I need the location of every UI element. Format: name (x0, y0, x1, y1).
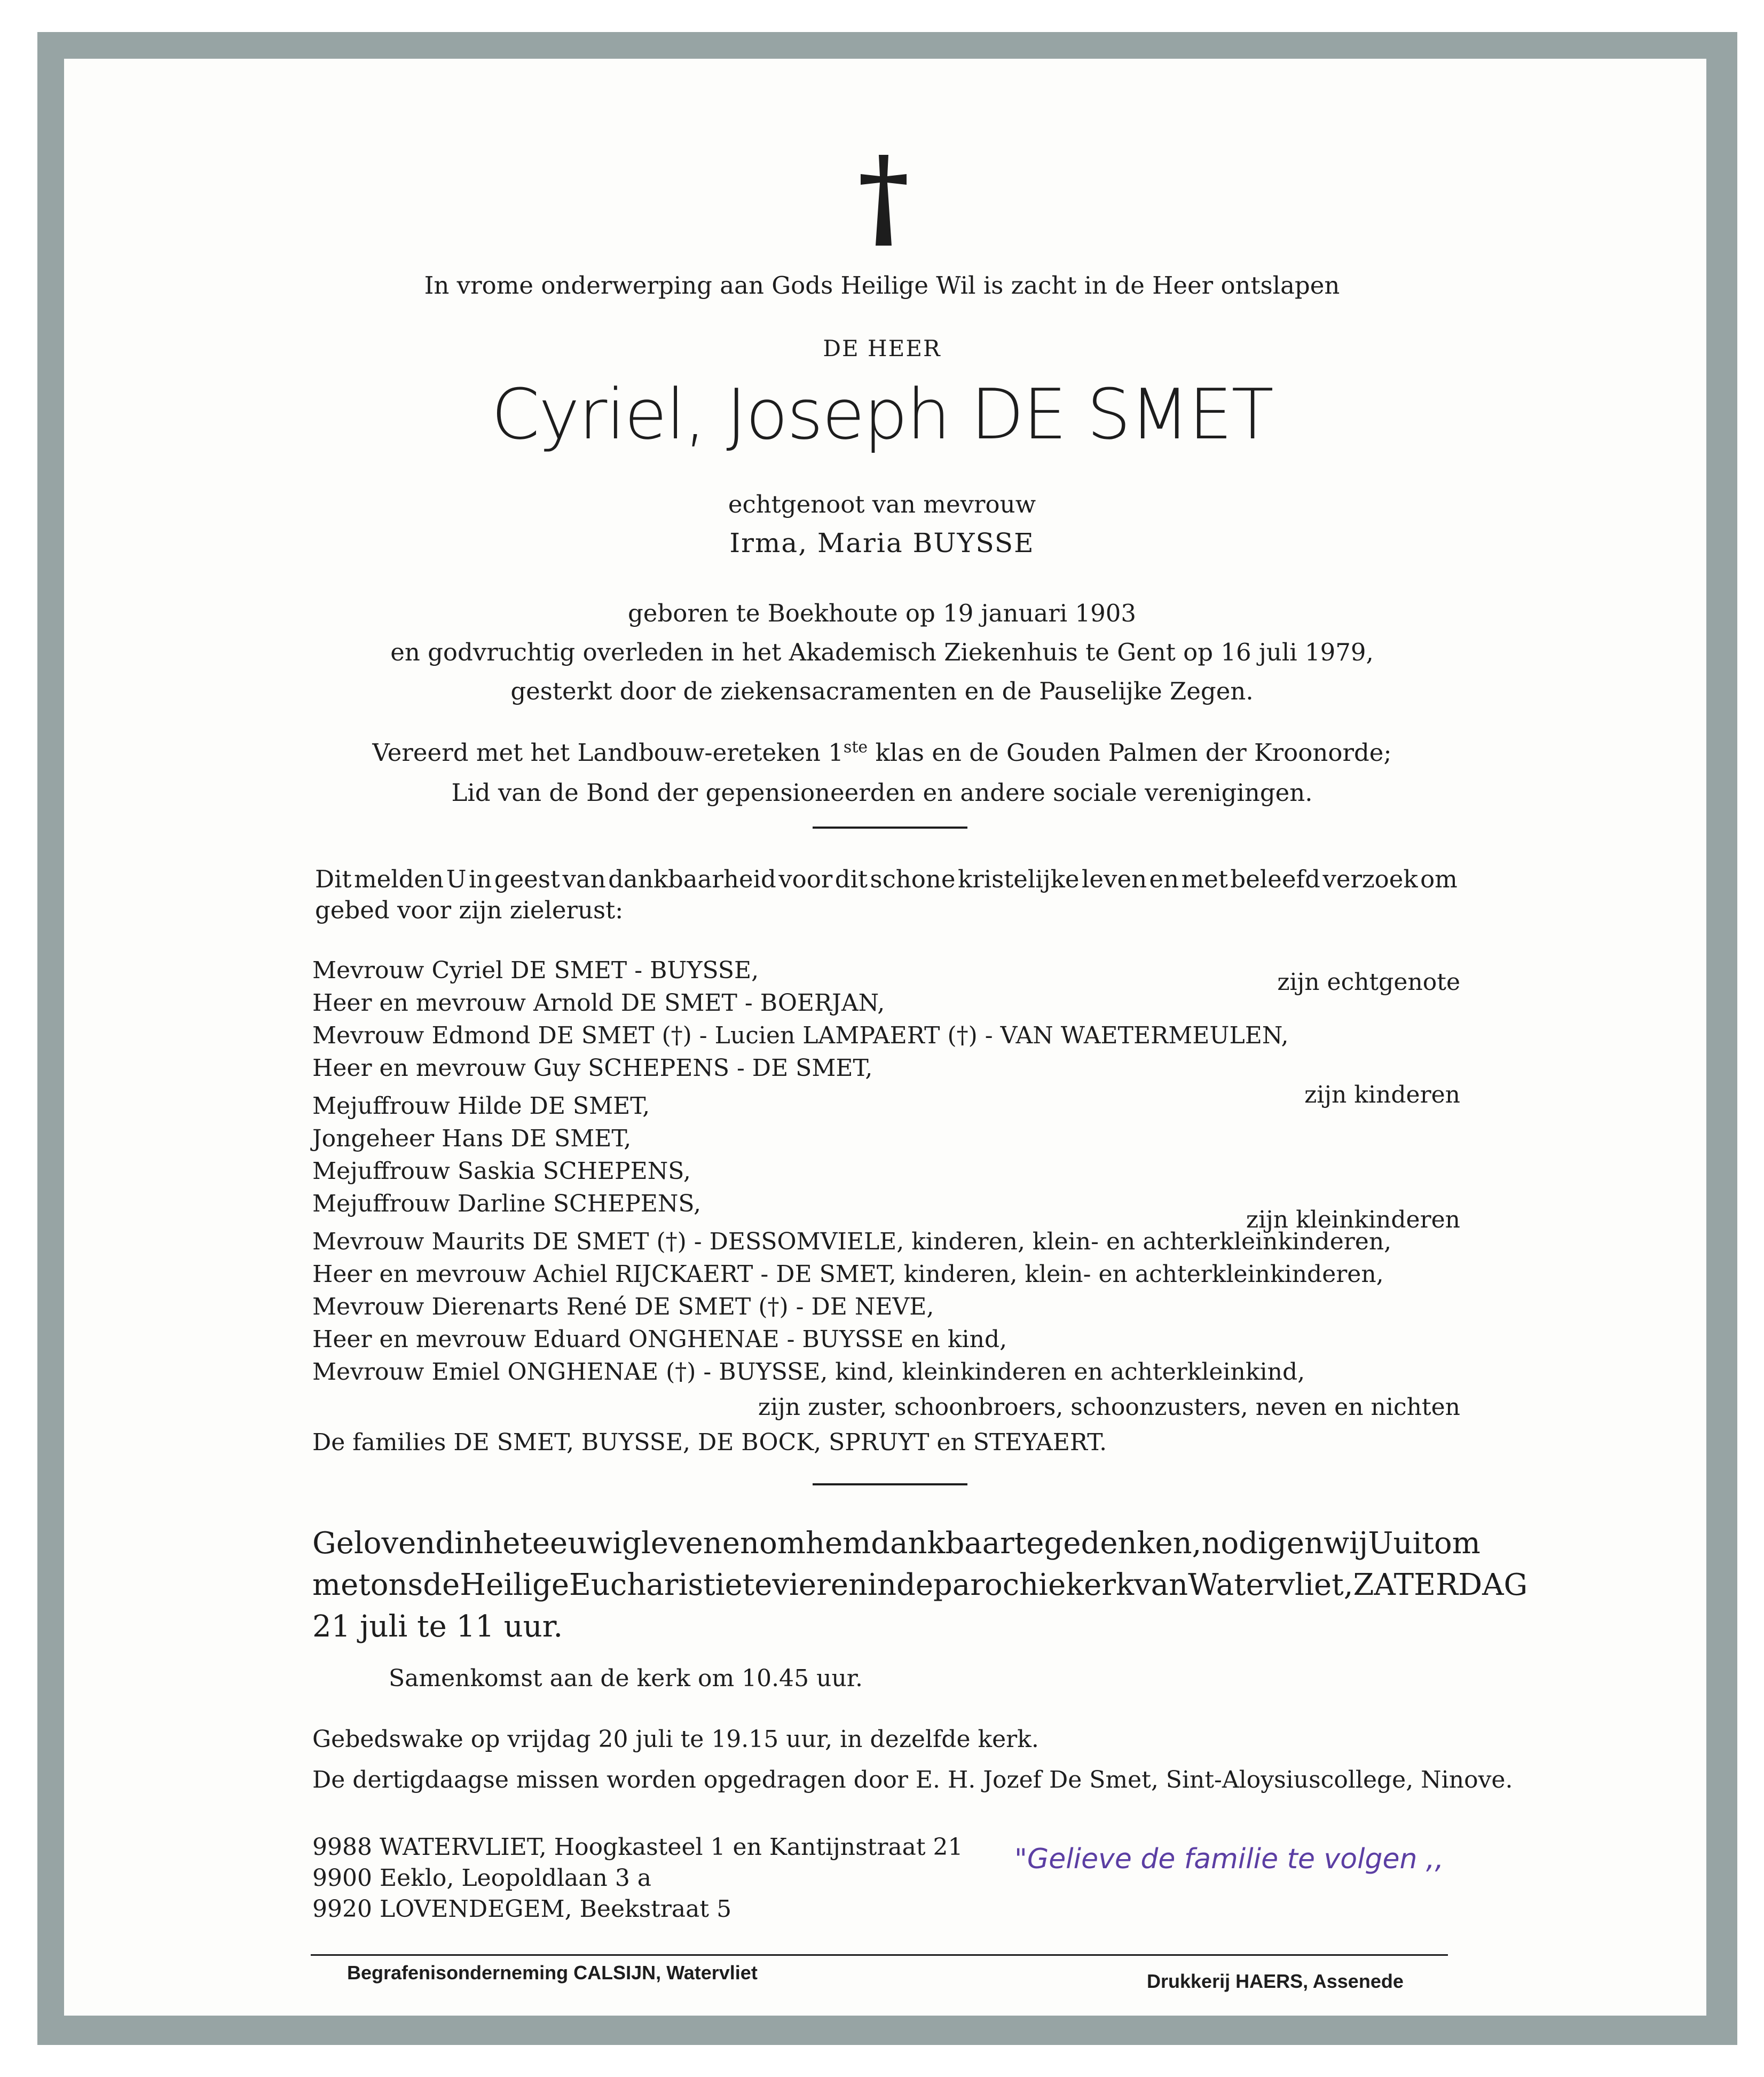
word: geest (494, 865, 560, 893)
word: uit (1393, 1526, 1434, 1561)
divider-2 (813, 1483, 967, 1485)
footer-rule (311, 1954, 1448, 1956)
family-name: Mevrouw Maurits DE SMET (†) - DESSOMVIELE, kinderen, klein- en achterkleinkinderen, (312, 1228, 1392, 1255)
honors-text-a: Vereerd met het Landbouw-ereteken 1 (372, 738, 844, 767)
word: te (1014, 1526, 1044, 1561)
word: dit (834, 865, 868, 893)
word: dankbaar (871, 1526, 1014, 1561)
word: in (868, 1568, 897, 1602)
family-name: Jongeheer Hans DE SMET, (312, 1125, 632, 1152)
family-row (312, 1429, 1460, 1456)
honors-text-b: klas en de Gouden Palmen der Kroonorde; (868, 738, 1392, 767)
announcement-line-1 (315, 864, 1458, 895)
word: in (454, 1526, 484, 1561)
word: voor (778, 865, 833, 893)
family-name: Mevrouw Dierenarts René DE SMET (†) - DE NEVE, (312, 1293, 934, 1320)
address-watervliet: 9988 WATERVLIET, Hoogkasteel 1 en Kantijnstraat 21 (312, 1834, 963, 1861)
vigil-note: Gebedswake op vrijdag 20 juli te 19.15 uur, in dezelfde kerk. (312, 1726, 1039, 1753)
word: om (1420, 865, 1458, 893)
word: leven (641, 1526, 722, 1561)
word: hem (805, 1526, 871, 1561)
printer-credit: Drukkerij HAERS, Assenede (1147, 1970, 1404, 1992)
family-relation: zijn kinderen (1304, 1081, 1460, 1108)
family-name: Heer en mevrouw Eduard ONGHENAE - BUYSSE en kind, (312, 1326, 1007, 1353)
family-row (312, 1022, 1460, 1049)
meeting-time: Samenkomst aan de kerk om 10.45 uur. (389, 1665, 863, 1692)
family-name: Mevrouw Cyriel DE SMET - BUYSSE, (312, 957, 759, 984)
word: van (562, 865, 606, 893)
deceased-name: Cyriel, Joseph DE SMET (491, 374, 1273, 455)
family-name: Heer en mevrouw Guy SCHEPENS - DE SMET, (312, 1055, 873, 1082)
word: Watervliet, (1188, 1568, 1353, 1602)
family-row (312, 1190, 1460, 1233)
word: U (1368, 1526, 1393, 1561)
word: van (1134, 1568, 1188, 1602)
birth-line: geboren te Boekhoute op 19 januari 1903 (628, 599, 1136, 627)
word: Heilige (460, 1568, 569, 1602)
family-row (312, 1293, 1460, 1320)
honors-sup: ste (843, 738, 868, 757)
family-row (312, 1092, 1460, 1120)
family-name: Mejuffrouw Saskia SCHEPENS, (312, 1158, 691, 1185)
word: gedenken, (1044, 1526, 1202, 1561)
family-name: Heer en mevrouw Arnold DE SMET - BOERJAN, (312, 989, 885, 1017)
word: en (1149, 865, 1179, 893)
family-name: De families DE SMET, BUYSSE, DE BOCK, SPRUYT en STEYAERT. (312, 1429, 1107, 1456)
word: Eucharistie (569, 1568, 743, 1602)
word: ons (370, 1568, 423, 1602)
word: om (759, 1526, 806, 1561)
title-prefix: DE HEER (823, 335, 941, 361)
sacraments-line: gesterkt door de ziekensacramenten en de Pauselijke Zegen. (510, 677, 1254, 705)
family-row (312, 1261, 1460, 1288)
word: schone (870, 865, 956, 893)
word: te (742, 1568, 773, 1602)
spouse-name: Irma, Maria BUYSSE (729, 528, 1035, 558)
word: de (896, 1568, 934, 1602)
word: Gelovend (312, 1526, 455, 1561)
death-line: en godvruchtig overleden in het Akademisch Ziekenhuis te Gent op 16 juli 1979, (390, 638, 1374, 666)
word: in (468, 865, 492, 893)
family-relation: zijn zuster, schoonbroers, schoonzusters, neven en nichten (758, 1394, 1460, 1421)
family-name: Mejuffrouw Darline SCHEPENS, (312, 1190, 701, 1217)
word: wij (1324, 1526, 1368, 1561)
family-row (312, 989, 1460, 1017)
masses-note: De dertigdaagse missen worden opgedragen door E. H. Jozef De Smet, Sint-Aloysiuscollege, Ninove. (312, 1766, 1513, 1793)
word: om (1434, 1526, 1480, 1561)
family-row (312, 1326, 1460, 1353)
word: melden (354, 865, 444, 893)
word: eeuwig (532, 1526, 641, 1561)
announcement-line-2: gebed voor zijn zielerust: (315, 896, 624, 924)
invitation-line-1 (312, 1523, 1480, 1564)
word: vieren (772, 1568, 868, 1602)
word: het (483, 1526, 532, 1561)
family-row (312, 1125, 1460, 1152)
family-relation: zijn echtgenote (1277, 969, 1460, 996)
invitation-line-2 (312, 1564, 1528, 1606)
word: U (446, 865, 467, 893)
family-name: Mevrouw Edmond DE SMET (†) - Lucien LAMPAERT (†) - VAN WAETERMEULEN, (312, 1022, 1289, 1049)
word: kristelijke (957, 865, 1080, 893)
word: verzoek (1322, 865, 1418, 893)
divider-1 (813, 827, 967, 829)
word: leven (1082, 865, 1147, 893)
word: dankbaarheid (608, 865, 776, 893)
family-name: Mejuffrouw Hilde DE SMET, (312, 1092, 650, 1120)
word: en (722, 1526, 760, 1561)
family-name: Heer en mevrouw Achiel RIJCKAERT - DE SMET, kinderen, klein- en achterkleinkinderen, (312, 1261, 1384, 1288)
family-relation: zijn kleinkinderen (1246, 1206, 1460, 1233)
family-name: Mevrouw Emiel ONGHENAE (†) - BUYSSE, kind, kleinkinderen en achterkleinkind, (312, 1358, 1305, 1386)
word: ZATERDAG (1353, 1568, 1528, 1602)
honors-line (0, 738, 1764, 767)
cross-icon (860, 155, 908, 246)
membership-line: Lid van de Bond der gepensioneerden en andere sociale verenigingen. (451, 778, 1313, 807)
word: nodigen (1201, 1526, 1324, 1561)
family-row (312, 1228, 1460, 1255)
announcement (315, 864, 1458, 926)
word: parochiekerk (933, 1568, 1135, 1602)
intro-text: In vrome onderwerping aan Gods Heilige Wil is zacht in de Heer ontslapen (424, 271, 1340, 300)
invitation-line-3: 21 juli te 11 uur. (312, 1609, 563, 1644)
word: de (423, 1568, 460, 1602)
word: beleefd (1230, 865, 1320, 893)
family-row (312, 1158, 1460, 1185)
word: met (1181, 865, 1228, 893)
word: met (312, 1568, 371, 1602)
spouse-intro: echtgenoot van mevrouw (728, 490, 1036, 518)
word: Dit (315, 865, 352, 893)
address-lovendegem: 9920 LOVENDEGEM, Beekstraat 5 (312, 1895, 732, 1923)
family-row (312, 1358, 1460, 1386)
family-stamp: "Gelieve de familie te volgen ,, (1014, 1843, 1444, 1875)
invitation (312, 1523, 1528, 1648)
undertaker-credit: Begrafenisonderneming CALSIJN, Watervliet (347, 1962, 758, 1984)
address-eeklo: 9900 Eeklo, Leopoldlaan 3 a (312, 1864, 652, 1892)
family-row (312, 957, 1460, 996)
